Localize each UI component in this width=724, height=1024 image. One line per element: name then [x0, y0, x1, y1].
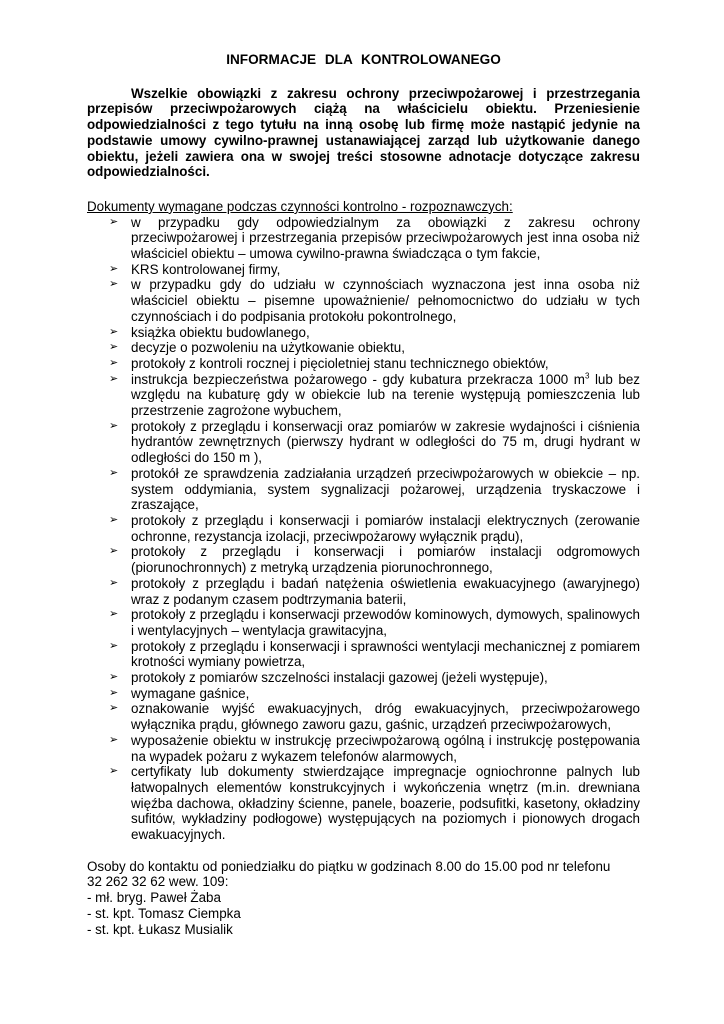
- arrow-bullet-icon: ➢: [109, 671, 119, 684]
- intro-paragraph: Wszelkie obowiązki z zakresu ochrony przeciwpożarowej i przestrzegania przepisów przeciwpożarowych ciążą na właścicielu obiektu. Przeniesienie odpowiedzialności z tego tytułu na inną osobę lub firmę może nastąpić jedynie na podstawie umowy cywilno-prawnej ustanawiającej zarząd lub użytkowanie danego obiektu, jeżeli zawiera ona w swojej treści stosowne adnotacje dotyczące zakresu odpowiedzialności.: [87, 85, 640, 180]
- arrow-bullet-icon: ➢: [109, 702, 119, 715]
- arrow-bullet-icon: ➢: [109, 325, 119, 338]
- list-item: ➢ decyzje o pozwoleniu na użytkowanie obiektu,: [109, 340, 405, 356]
- list-item: ➢ protokoły z przeglądu i konserwacji i pomiarów instalacji elektrycznych (zerowanie ochronne, rezystancja izolacji, przeciwpożarowy wyłącznik prądu),: [109, 512, 640, 544]
- list-item: ➢ protokoły z przeglądu i konserwacji i sprawności wentylacji mechanicznej z pomiarem krotności wymiany powietrza,: [109, 638, 640, 670]
- arrow-bullet-icon: ➢: [109, 341, 119, 354]
- arrow-bullet-icon: ➢: [109, 686, 119, 699]
- contact-person: - st. kpt. Łukasz Musialik: [87, 921, 233, 937]
- list-item: ➢ w przypadku gdy odpowiedzialnym za obowiązki z zakresu ochrony przeciwpożarowej i przestrzegania przepisów przeciwpożarowych jest inna osoba niż właściciel obiektu – umowa cywilno-prawna świadcząca o tym fakcie,: [109, 214, 640, 262]
- documents-heading: Dokumenty wymagane podczas czynności kontrolno - rozpoznawczych:: [87, 198, 513, 214]
- list-item: ➢ w przypadku gdy do udziału w czynnościach wyznaczona jest inna osoba niż właściciel obiektu – pisemne upoważnienie/ pełnomocnictwo do udziału w tych czynnościach i do podpisania protokołu pokontrolnego,: [109, 277, 640, 324]
- list-item: ➢ protokół ze sprawdzenia zadziałania urządzeń przeciwpożarowych w obiekcie – np. system oddymiania, system sygnalizacji pożarowej, urządzenia tryskaczowe i zraszające,: [109, 465, 640, 513]
- page-title: INFORMACJE DLA KONTROLOWANEGO: [226, 52, 501, 67]
- list-item: ➢ KRS kontrolowanej firmy,: [109, 261, 281, 277]
- list-item: ➢ protokoły z przeglądu i badań natężenia oświetlenia ewakuacyjnego (awaryjnego) wraz z podanym czasem podtrzymania baterii,: [109, 575, 640, 607]
- list-item-instruction: ➢ instrukcja bezpieczeństwa pożarowego - gdy kubatura przekracza 1000 $m^3$ lub bez względu na kubaturę gdy w obiekcie lub na terenie występują pomieszczenia lub przestrzenie zagrożone wybuchem,: [109, 371, 640, 419]
- arrow-bullet-icon: ➢: [109, 262, 119, 275]
- list-item: ➢ protokoły z przeglądu i konserwacji przewodów kominowych, dymowych, spalinowych i wentylacyjnych – wentylacja grawitacyjna,: [109, 607, 640, 638]
- list-item: ➢ certyfikaty lub dokumenty stwierdzające impregnacje ogniochronne palnych lub łatwopalnych elementów konstrukcyjnych i wykończenia wnętrz (m.in. drewniana więźba dachowa, okładziny ścienne, panele, boazerie, podsufitki, kasetony, okładziny sufitów, wykładziny podłogowe) występujących na poziomych i pionowych drogach ewakuacyjnych.: [109, 764, 640, 843]
- arrow-bullet-icon: ➢: [109, 733, 119, 746]
- document-page: [87, 52, 640, 937]
- list-item: ➢ wyposażenie obiektu w instrukcję przeciwpożarową ogólną i instrukcję postępowania na wypadek pożaru z wykazem telefonów alarmowych,: [109, 732, 640, 764]
- arrow-bullet-icon: ➢: [109, 545, 119, 558]
- arrow-bullet-icon: ➢: [109, 608, 119, 621]
- contact-intro: Osoby do kontaktu od poniedziałku do piątku w godzinach 8.00 do 15.00 pod nr telefonu: [87, 858, 611, 874]
- list-item: ➢ oznakowanie wyjść ewakuacyjnych, dróg ewakuacyjnych, przeciwpożarowego wyłącznika prądu, głównego zaworu gazu, gaśnic, urządzeń przeciwpożarowych,: [109, 701, 640, 733]
- arrow-bullet-icon: ➢: [109, 639, 119, 652]
- arrow-bullet-icon: ➢: [109, 419, 119, 432]
- contact-section: [87, 859, 640, 938]
- arrow-bullet-icon: ➢: [109, 356, 119, 369]
- contact-person: - st. kpt. Tomasz Ciempka: [87, 905, 241, 921]
- list-item: ➢ wymagane gaśnice,: [109, 685, 250, 701]
- list-item: ➢ książka obiektu budowlanego,: [109, 324, 310, 340]
- list-item: ➢ protokoły z pomiarów szczelności instalacji gazowej (jeżeli występuje),: [109, 670, 548, 686]
- contact-phone: 32 262 32 62 wew. 109:: [87, 874, 229, 890]
- list-item: ➢ protokoły z przeglądu i konserwacji oraz pomiarów w zakresie wydajności i ciśnienia hydrantów zewnętrznych (pierwszy hydrant w odległości do 75 m, drugi hydrant w odległości do 150 m ),: [109, 418, 640, 466]
- arrow-bullet-icon: ➢: [109, 765, 119, 778]
- list-item: ➢ protokoły z przeglądu i konserwacji i pomiarów instalacji odgromowych (piorunochronnych) z metryką urządzenia piorunochronnego,: [109, 544, 640, 576]
- arrow-bullet-icon: ➢: [109, 372, 119, 385]
- documents-list: [87, 215, 640, 843]
- arrow-bullet-icon: ➢: [109, 576, 119, 589]
- arrow-bullet-icon: ➢: [109, 278, 119, 291]
- list-item: ➢ protokoły z kontroli rocznej i pięcioletniej stanu technicznego obiektów,: [109, 355, 549, 371]
- contact-person: - mł. bryg. Paweł Żaba: [87, 890, 221, 906]
- arrow-bullet-icon: ➢: [109, 513, 119, 526]
- arrow-bullet-icon: ➢: [109, 215, 119, 228]
- arrow-bullet-icon: ➢: [109, 466, 119, 479]
